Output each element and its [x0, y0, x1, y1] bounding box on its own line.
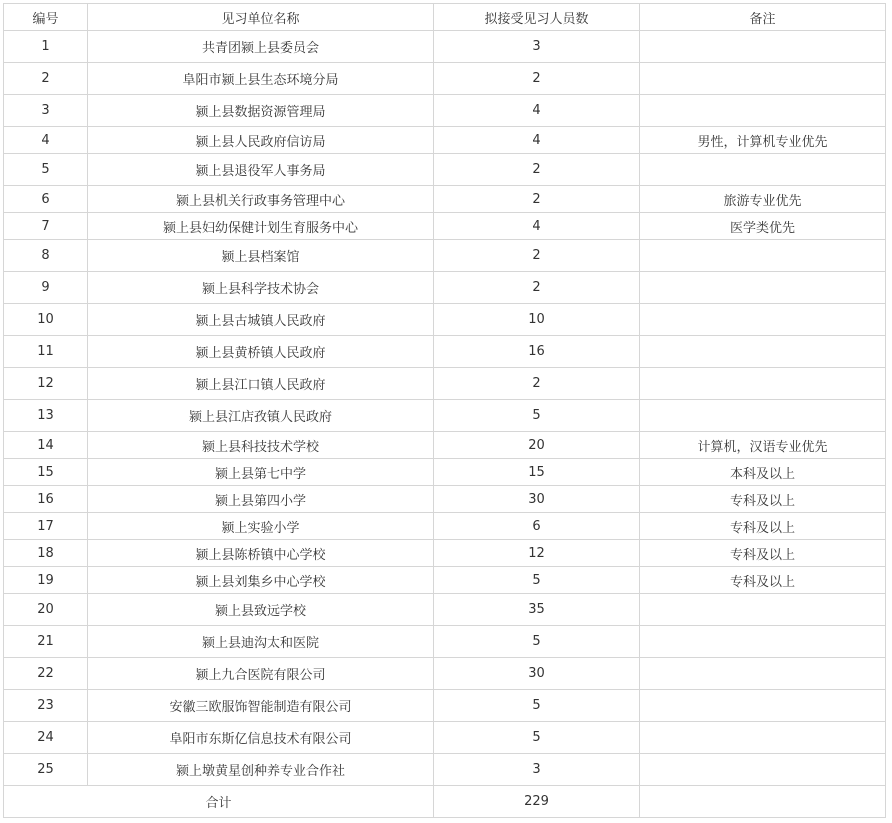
cell-count: 35	[434, 594, 640, 626]
cell-no: 13	[4, 400, 88, 432]
cell-count: 5	[434, 400, 640, 432]
cell-no: 1	[4, 31, 88, 63]
cell-note: 旅游专业优先	[640, 186, 886, 213]
table-row	[4, 432, 886, 459]
table-row	[4, 304, 886, 336]
cell-unit-name: 阜阳市颍上县生态环境分局	[88, 63, 434, 95]
table-row	[4, 540, 886, 567]
cell-unit-name: 共青团颍上县委员会	[88, 31, 434, 63]
cell-note	[640, 626, 886, 658]
cell-unit-name: 颍上县科技技术学校	[88, 432, 434, 459]
table-row	[4, 240, 886, 272]
cell-count: 5	[434, 722, 640, 754]
cell-no: 4	[4, 127, 88, 154]
cell-note	[640, 240, 886, 272]
cell-note	[640, 336, 886, 368]
cell-count: 4	[434, 213, 640, 240]
cell-count: 4	[434, 127, 640, 154]
cell-count: 3	[434, 754, 640, 786]
cell-count: 2	[434, 154, 640, 186]
table-header-row	[4, 4, 886, 31]
cell-note: 专科及以上	[640, 513, 886, 540]
cell-note	[640, 594, 886, 626]
table-row	[4, 31, 886, 63]
cell-note	[640, 272, 886, 304]
cell-no: 21	[4, 626, 88, 658]
cell-unit-name: 颍上县档案馆	[88, 240, 434, 272]
cell-no: 12	[4, 368, 88, 400]
cell-unit-name: 颍上县陈桥镇中心学校	[88, 540, 434, 567]
cell-unit-name: 阜阳市东斯亿信息技术有限公司	[88, 722, 434, 754]
cell-note: 专科及以上	[640, 540, 886, 567]
table-row	[4, 213, 886, 240]
header-count: 拟接受见习人员数	[434, 4, 640, 31]
cell-note	[640, 658, 886, 690]
cell-unit-name: 颍上县迪沟太和医院	[88, 626, 434, 658]
table-row	[4, 486, 886, 513]
cell-note	[640, 63, 886, 95]
cell-no: 19	[4, 567, 88, 594]
cell-count: 30	[434, 486, 640, 513]
header-no: 编号	[4, 4, 88, 31]
cell-no: 3	[4, 95, 88, 127]
cell-count: 2	[434, 63, 640, 95]
cell-no: 22	[4, 658, 88, 690]
cell-no: 24	[4, 722, 88, 754]
cell-no: 8	[4, 240, 88, 272]
cell-unit-name: 颍上县人民政府信访局	[88, 127, 434, 154]
cell-unit-name: 颍上墩黄星创种养专业合作社	[88, 754, 434, 786]
cell-count: 12	[434, 540, 640, 567]
table-row	[4, 63, 886, 95]
total-label: 合计	[4, 786, 434, 818]
cell-no: 17	[4, 513, 88, 540]
cell-unit-name: 安徽三欧服饰智能制造有限公司	[88, 690, 434, 722]
total-count: 229	[434, 786, 640, 818]
cell-unit-name: 颍上县第四小学	[88, 486, 434, 513]
table-row	[4, 594, 886, 626]
total-note	[640, 786, 886, 818]
cell-count: 3	[434, 31, 640, 63]
cell-unit-name: 颍上实验小学	[88, 513, 434, 540]
cell-note	[640, 754, 886, 786]
cell-count: 4	[434, 95, 640, 127]
table-row	[4, 186, 886, 213]
cell-unit-name: 颍上县江口镇人民政府	[88, 368, 434, 400]
cell-unit-name: 颍上县致远学校	[88, 594, 434, 626]
cell-unit-name: 颍上县数据资源管理局	[88, 95, 434, 127]
cell-unit-name: 颍上县退役军人事务局	[88, 154, 434, 186]
table-row	[4, 95, 886, 127]
cell-note: 专科及以上	[640, 567, 886, 594]
cell-no: 9	[4, 272, 88, 304]
table-row	[4, 272, 886, 304]
cell-unit-name: 颍上县刘集乡中心学校	[88, 567, 434, 594]
cell-count: 16	[434, 336, 640, 368]
table-row	[4, 368, 886, 400]
cell-count: 2	[434, 240, 640, 272]
cell-unit-name: 颍上县黄桥镇人民政府	[88, 336, 434, 368]
cell-no: 15	[4, 459, 88, 486]
cell-unit-name: 颍上县妇幼保健计划生育服务中心	[88, 213, 434, 240]
table-total-row	[4, 786, 886, 818]
cell-note	[640, 400, 886, 432]
table-row	[4, 336, 886, 368]
table-row	[4, 754, 886, 786]
cell-note: 本科及以上	[640, 459, 886, 486]
cell-count: 20	[434, 432, 640, 459]
cell-unit-name: 颍上县机关行政事务管理中心	[88, 186, 434, 213]
cell-no: 23	[4, 690, 88, 722]
cell-note: 医学类优先	[640, 213, 886, 240]
cell-count: 2	[434, 368, 640, 400]
cell-no: 25	[4, 754, 88, 786]
cell-no: 20	[4, 594, 88, 626]
table-row	[4, 626, 886, 658]
cell-no: 5	[4, 154, 88, 186]
cell-count: 5	[434, 567, 640, 594]
cell-no: 18	[4, 540, 88, 567]
header-note: 备注	[640, 4, 886, 31]
cell-unit-name: 颍上九合医院有限公司	[88, 658, 434, 690]
table-row	[4, 459, 886, 486]
cell-note	[640, 368, 886, 400]
cell-count: 6	[434, 513, 640, 540]
cell-count: 15	[434, 459, 640, 486]
table-row	[4, 154, 886, 186]
cell-note: 专科及以上	[640, 486, 886, 513]
cell-count: 5	[434, 690, 640, 722]
cell-unit-name: 颍上县科学技术协会	[88, 272, 434, 304]
cell-note	[640, 690, 886, 722]
table-row	[4, 400, 886, 432]
cell-note	[640, 154, 886, 186]
table-row	[4, 658, 886, 690]
cell-no: 11	[4, 336, 88, 368]
cell-unit-name: 颍上县第七中学	[88, 459, 434, 486]
cell-no: 16	[4, 486, 88, 513]
cell-note	[640, 31, 886, 63]
table-row	[4, 722, 886, 754]
table-row	[4, 567, 886, 594]
cell-count: 30	[434, 658, 640, 690]
cell-unit-name: 颍上县江店孜镇人民政府	[88, 400, 434, 432]
cell-count: 2	[434, 272, 640, 304]
cell-no: 6	[4, 186, 88, 213]
cell-count: 2	[434, 186, 640, 213]
cell-no: 14	[4, 432, 88, 459]
cell-no: 2	[4, 63, 88, 95]
cell-note: 计算机，汉语专业优先	[640, 432, 886, 459]
table-row	[4, 513, 886, 540]
cell-note	[640, 304, 886, 336]
cell-count: 5	[434, 626, 640, 658]
table-row	[4, 127, 886, 154]
cell-note: 男性，计算机专业优先	[640, 127, 886, 154]
internship-units-table	[3, 3, 886, 818]
cell-no: 10	[4, 304, 88, 336]
header-unit-name: 见习单位名称	[88, 4, 434, 31]
cell-unit-name: 颍上县古城镇人民政府	[88, 304, 434, 336]
cell-note	[640, 722, 886, 754]
table-row	[4, 690, 886, 722]
cell-note	[640, 95, 886, 127]
cell-no: 7	[4, 213, 88, 240]
cell-count: 10	[434, 304, 640, 336]
internship-table-container	[3, 3, 886, 818]
